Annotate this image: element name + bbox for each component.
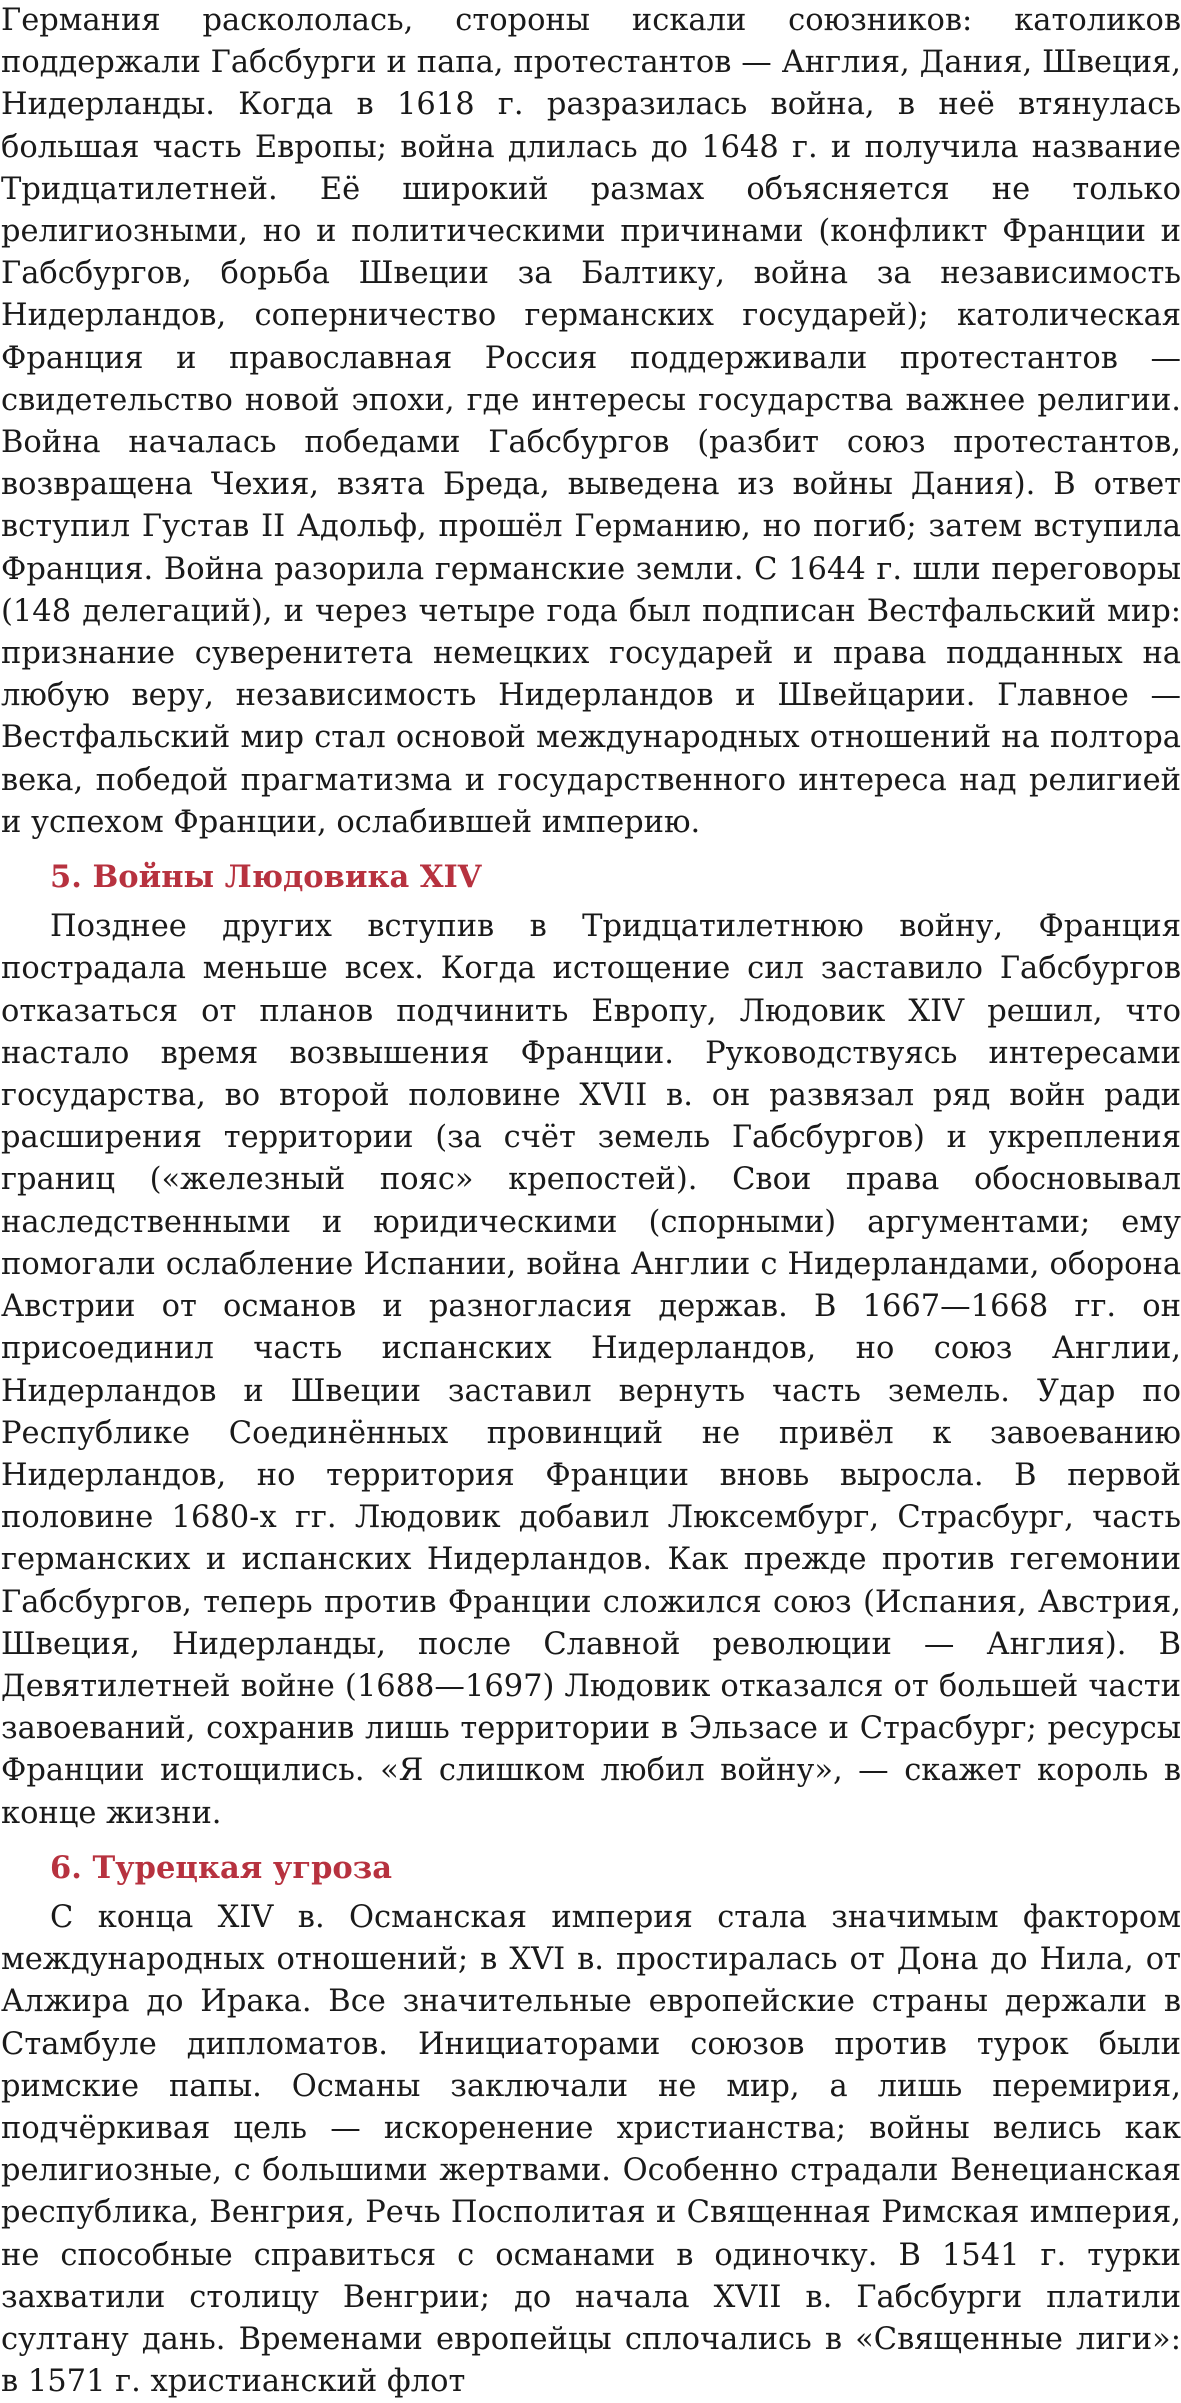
section-paragraph-louis-xiv-wars: Позднее других вступив в Тридцатилетнюю войну, Франция пострадала меньше всех. Когда истощение сил заставило Габсбургов отказаться от планов подчинить Европу, Людовик XIV решил, что настало время возвышения Франции. Руководствуясь интересами государства, во второй половине XVII в. он развязал ряд войн ради расширения территории (за счёт земель Габсбургов) и укрепления границ («железный пояс» крепостей). Свои права обосновывал наследственными и юридическими (спорными) аргументами; ему помогали ослабление Испании, война Англии с Нидерландами, оборона Австрии от османов и разногласия держав. В 1667—1668 гг. он присоединил часть испанских Нидерландов, но союз Англии, Нидерландов и Швеции заставил вернуть часть земель. Удар по Республике Соединённых провинций не привёл к завоеванию Нидерландов, но территория Франции вновь выросла. В первой половине 1680-х гг. Людовик добавил Люксембург, Страсбург, часть германских и испанских Нидерландов. Как прежде против гегемонии Габсбургов, теперь против Франции сложился союз (Испания, Австрия, Швеция, Нидерланды, после Славной революции — Англия). В Девятилетней войне (1688—1697) Людовик отказался от большей части завоеваний, сохранив лишь территории в Эльзасе и Страсбург; ресурсы Франции истощились. «Я слишком любил войну», — скажет король в конце жизни. (1, 909, 1181, 1831)
spacer (1, 1889, 1181, 1897)
spacer (1, 844, 1181, 856)
section-paragraph-turkish-threat: С конца XIV в. Османская империя стала значимым фактором международных отношений; в XVI в. простиралась от Дона до Нила, от Алжира до Ирака. Все значительные европейские страны держали в Стамбуле дипломатов. Инициаторами союзов против турок были римские папы. Османы заключали не мир, а лишь перемирия, подчёркивая цель — искоренение христианства; войны велись как религиозные, с большими жертвами. Особенно страдали Венецианская республика, Венгрия, Речь Посполитая и Священная Римская империя, не способные справиться с османами в одиночку. В 1541 г. турки захватили столицу Венгрии; до начала XVII в. Габсбурги платили султану дань. Временами европейцы сплочались в «Священные лиги»: в 1571 г. христианский флот (1, 1899, 1181, 2400)
intro-paragraph: Германия раскололась, стороны искали союзников: католиков поддержали Габсбурги и папа, протестантов — Англия, Дания, Швеция, Нидерланды. Когда в 1618 г. разразилась война, в неё втянулась большая часть Европы; война длилась до 1648 г. и получила название Тридцатилетней. Её широкий размах объясняется не только религиозными, но и политическими причинами (конфликт Франции и Габсбургов, борьба Швеции за Балтику, война за независимость Нидерландов, соперничество германских государей); католическая Франция и православная Россия поддерживали протестантов — свидетельство новой эпохи, где интересы государства важнее религии. Война началась победами Габсбургов (разбит союз протестантов, возвращена Чехия, взята Бреда, выведена из войны Дания). В ответ вступил Густав II Адольф, прошёл Германию, но погиб; затем вступила Франция. Война разорила германские земли. С 1644 г. шли переговоры (148 делегаций), и через четыре года был подписан Вестфальский мир: признание суверенитета немецких государей и права подданных на любую веру, независимость Нидерландов и Швейцарии. Главное — Вестфальский мир стал основой международных отношений на полтора века, победой прагматизма и государственного интереса над религией и успехом Франции, ослабившей империю. (1, 3, 1181, 840)
spacer (1, 898, 1181, 906)
spacer (1, 1835, 1181, 1847)
section-heading-louis-xiv-wars: 5. Войны Людовика XIV (50, 859, 482, 896)
section-heading-turkish-threat: 6. Турецкая угроза (50, 1849, 392, 1886)
